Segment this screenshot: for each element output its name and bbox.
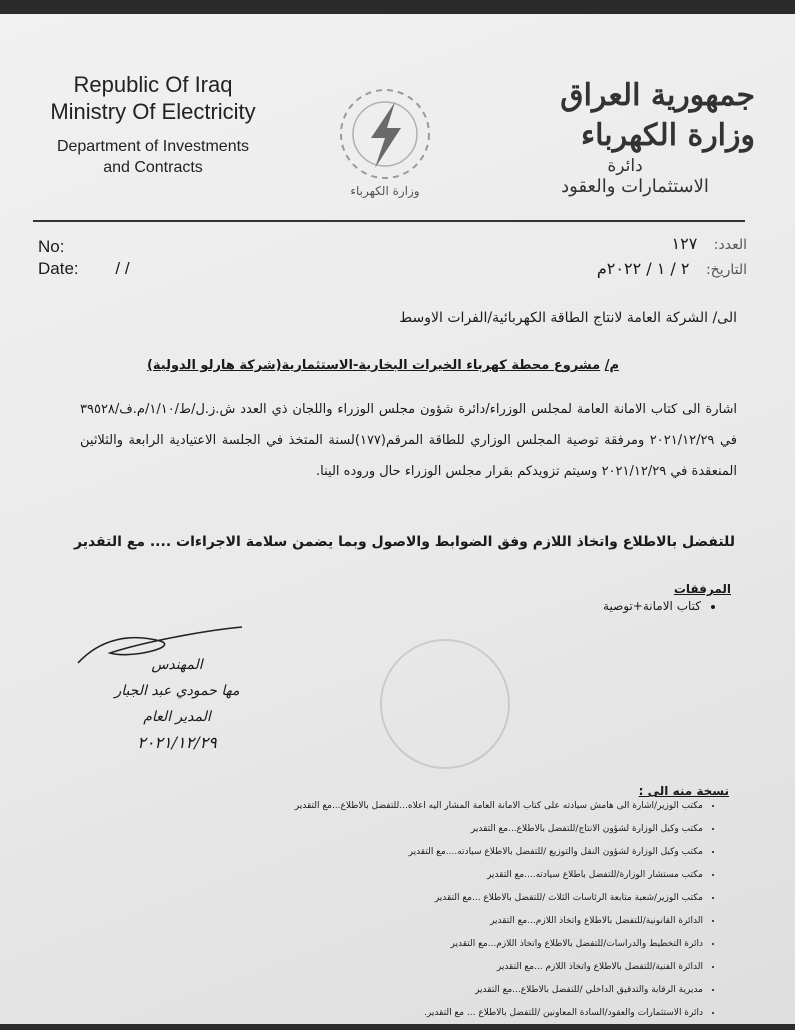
arabic-date-label: التاريخ: (705, 262, 747, 278)
copy-recipient: • دائرة التخطيط والدراسات/للتفضل بالاطلاع واتخاذ اللازم...مع التقدير (295, 938, 703, 950)
copy-recipient: • مكتب وكيل الوزارة لشؤون النقل والتوزيع /للتفضل بالاطلاع سيادته....مع التقدير (295, 846, 703, 858)
letter-body: اشارة الى كتاب الامانة العامة لمجلس الوزراء/دائرة شؤون مجلس الوزراء واللجان ذي العدد ش.ز.ل/ط/١/١٠/م.ف/٣٩٥٢٨ في ٢٠٢١/١٢/٢٩ ومرفقة توصية المجلس الوزاري للطاقة المرقم(١٧٧)لسنة المتخذ في الجلسة الاعتيادية الرابعة والثلاثين المنعقدة في ٢٠٢١/١٢/٢٩ وسيتم تزويدكم بقرار مجلس الوزراء حال وروده الينا. (80, 402, 738, 479)
copies-heading: نسخة منه الى : (638, 784, 729, 798)
copy-recipient: • مكتب وكيل الوزارة لشؤون الانتاج/للتفضل بالاطلاع...مع التقدير (295, 823, 703, 835)
arabic-number-value: ١٢٧ (671, 234, 698, 253)
letter-page (0, 14, 795, 1024)
english-date-label: Date: (38, 259, 79, 278)
english-letterhead (28, 72, 278, 178)
ministry-logo (335, 86, 435, 206)
arabic-country: جمهورية العراق (560, 78, 755, 113)
arabic-number-row (597, 232, 747, 257)
closing-line: للتفضل بالاطلاع واتخاذ اللازم وفق الضوابط والاصول وبما يضمن سلامة الاجراءات .... مع التقدير (73, 534, 735, 550)
english-date-row (38, 258, 130, 280)
attachments-list (603, 599, 719, 613)
recipient-line: الى/ الشركة العامة لانتاج الطاقة الكهربائية/الفرات الاوسط (399, 310, 737, 326)
english-department-line1: Department of Investments (56, 138, 250, 155)
signatory-name: مها حمودي عبد الجبار (114, 683, 240, 699)
copy-recipient: • مديرية الرقابة والتدقيق الداخلي /للتفضل بالاطلاع...مع التقدير (295, 984, 703, 996)
lightning-bolt-icon (337, 86, 433, 182)
arabic-ministry: وزارة الكهرباء (581, 118, 755, 153)
signatory-position: المدير العام (143, 709, 211, 725)
english-number-label: No: (38, 237, 65, 256)
english-date-value: / / (115, 259, 130, 278)
signatory-title: المهندس (151, 657, 203, 673)
attachments-heading: المرفقات (673, 582, 731, 596)
subject-prefix: م/ (604, 358, 619, 373)
signature-date: ٢٠٢١/١٢/٢٩ (137, 733, 217, 752)
arabic-letterhead (535, 76, 755, 198)
copy-recipient: • دائرة الاستثمارات والعقود/السادة المعاونين /للتفضل بالاطلاع ... مع التقدير. (295, 1007, 703, 1019)
arabic-date-row (597, 257, 747, 282)
header-divider (33, 220, 745, 222)
attachment-item: • كتاب الامانة+توصية (603, 599, 701, 613)
copy-recipient: • مكتب الوزير/اشارة الى هامش سيادته على كتاب الامانة العامة المشار اليه اعلاه...للتفضل بالاطلاع...مع التقدير (295, 800, 703, 812)
english-ministry: Ministry Of Electricity (50, 99, 256, 124)
arabic-department-line1: دائرة (607, 156, 643, 176)
copy-recipient: • الدائرة القانونية/للتفضل بالاطلاع واتخاذ اللازم...مع التقدير (295, 915, 703, 927)
logo-caption: وزارة الكهرباء (350, 184, 420, 198)
official-stamp (380, 639, 510, 769)
subject-text: مشروع محطة كهرباء الخيرات البخارية-الاستثمارية(شركة هارلو الدولية) (146, 358, 601, 373)
copy-recipient: • الدائرة الفنية/للتفضل بالاطلاع واتخاذ اللازم ...مع التقدير (295, 961, 703, 973)
copy-recipient: • مكتب مستشار الوزارة/للتفضل باطلاع سيادته....مع التقدير (295, 869, 703, 881)
signature-block (92, 652, 262, 756)
arabic-number-label: العدد: (713, 237, 747, 253)
arabic-meta (597, 232, 747, 282)
arabic-department-line2: الاستثمارات والعقود (561, 176, 709, 197)
english-country: Republic Of Iraq (73, 72, 233, 97)
english-meta (38, 236, 130, 280)
copy-recipient: • مكتب الوزير/شعبة متابعة الرئاسات الثلاث /للتفضل بالاطلاع ...مع التقدير (295, 892, 703, 904)
arabic-date-value: ٢ / ١ / ٢٠٢٢م (596, 259, 690, 278)
subject-line (147, 358, 619, 373)
english-department-line2: and Contracts (103, 159, 203, 176)
copies-list (295, 800, 719, 1030)
